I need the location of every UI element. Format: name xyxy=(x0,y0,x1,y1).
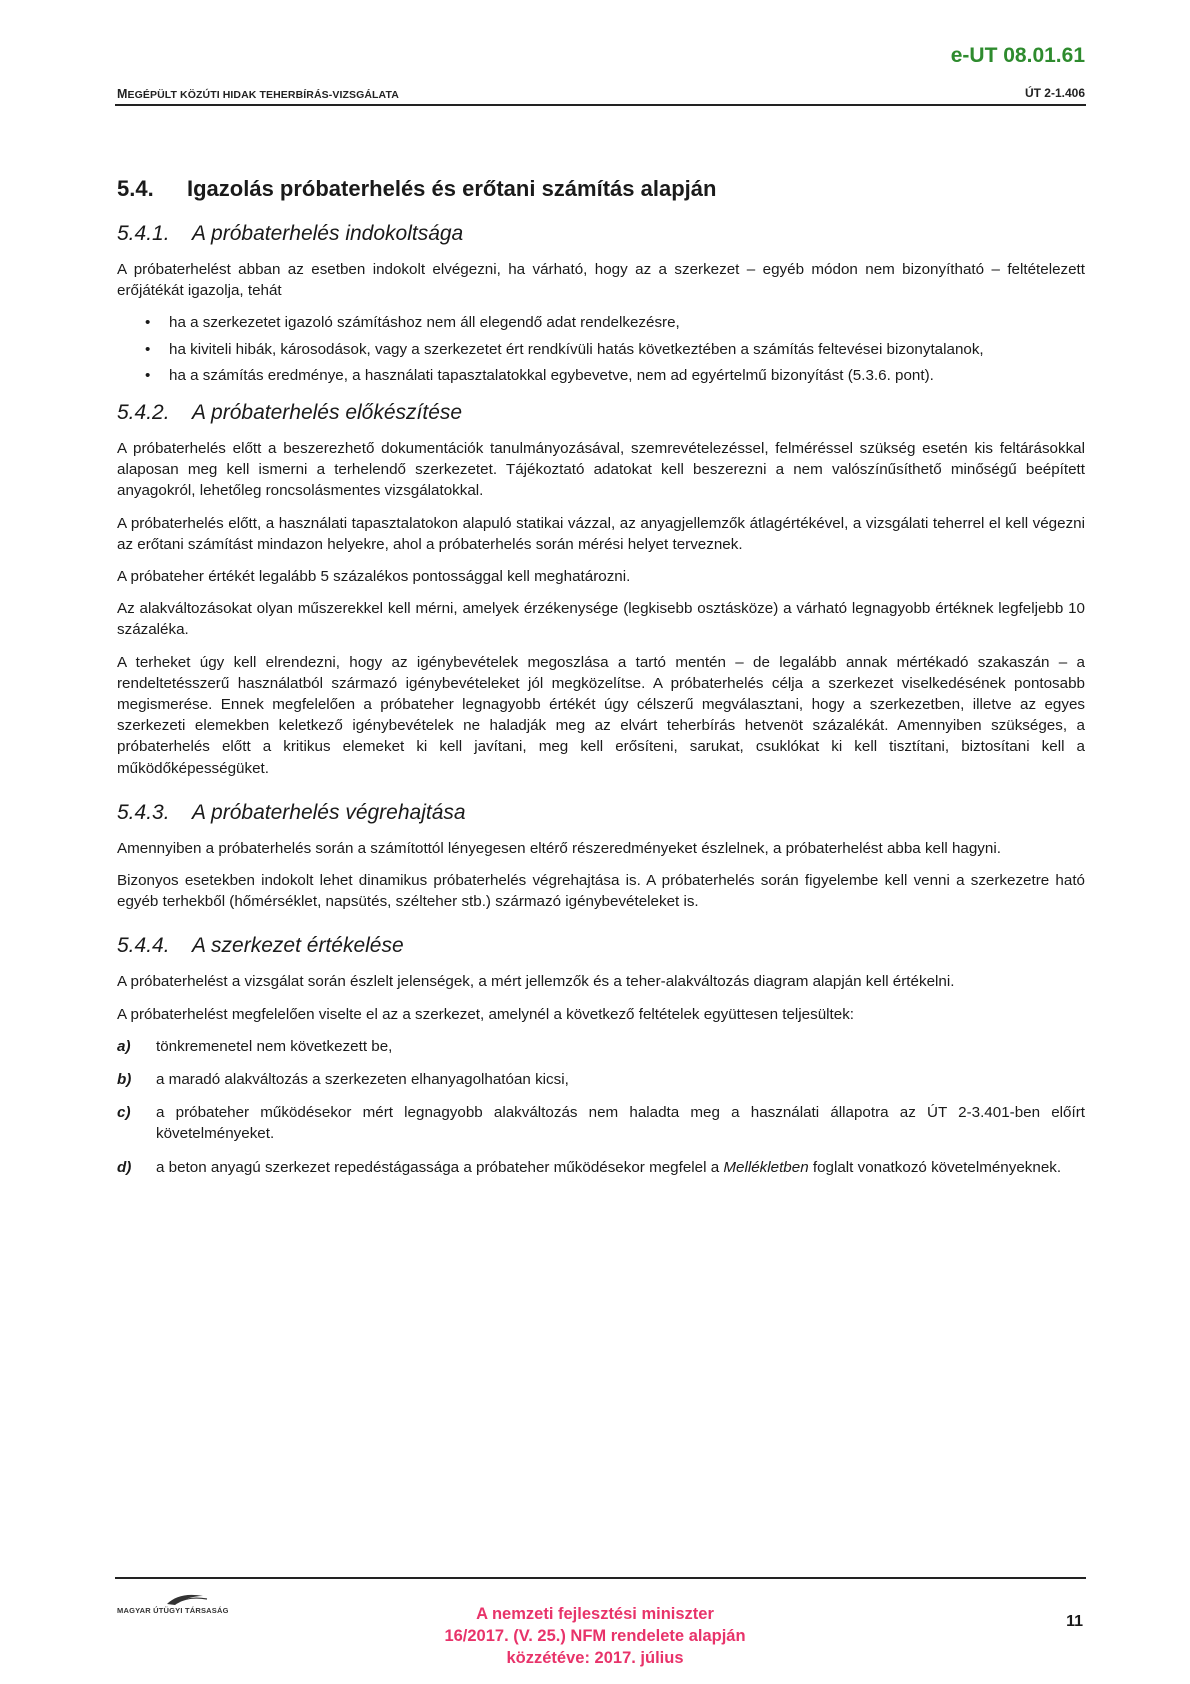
lettered-list xyxy=(117,1036,1085,1178)
paragraph: Amennyiben a próbaterhelés során a számítottól lényegesen eltérő részeredményeket észlelnek, a próbaterhelést abba kell hagyni. xyxy=(117,839,1001,857)
header-rule xyxy=(115,104,1086,106)
paragraph: A próbaterhelés előtt, a használati tapasztalatokon alapuló statikai vázzal, az anyagjellemzők átlagértékével, a vizsgálati teherrel el kell végezni az erőtani számítást mindazon helyekre, ahol a próbaterhelés során mérési helyet terveznek. xyxy=(117,514,1085,553)
list-item: • ha kiviteli hibák, károsodások, vagy a szerkezetet ért rendkívüli hatás következtében a számítás feltevései bizonytalanok, xyxy=(117,339,1085,360)
subsection-heading-542: 5.4.2. A próbaterhelés előkészítése xyxy=(117,401,463,425)
subsection-heading-544: 5.4.4. A szerkezet értékelése xyxy=(117,934,404,958)
bullet-icon: • xyxy=(145,366,151,384)
section-heading: 5.4. Igazolás próbaterhelés és erőtani számítás alapján xyxy=(117,176,717,201)
bullet-icon: • xyxy=(145,340,151,358)
paragraph: A próbaterhelést a vizsgálat során észlelt jelenségek, a mért jellemzők és a teher-alakváltozás diagram alapján kell értékelni. xyxy=(117,973,955,991)
paragraph: A próbaterhelést megfelelően viselte el az a szerkezet, amelynél a következő feltételek együttesen teljesültek: xyxy=(117,1005,855,1023)
subsection-heading-541: 5.4.1. A próbaterhelés indokoltsága xyxy=(117,222,464,245)
list-item: a) tönkremenetel nem következett be, xyxy=(117,1037,393,1055)
paragraph: Az alakváltozásokat olyan műszerekkel kell mérni, amelyek érzékenysége (legkisebb osztásköze) a várható legnagyobb értéknek legfeljebb 10 százaléka. xyxy=(117,600,1085,639)
page-content xyxy=(117,176,1085,1190)
running-header-title: MEGÉPÜLT KÖZÚTI HIDAK TEHERBÍRÁS-VIZSGÁLATA xyxy=(117,87,399,101)
page-number: 11 xyxy=(1066,1613,1083,1630)
bullet-list xyxy=(117,312,1085,386)
paragraph: A próbaterhelés előtt a beszerezhető dokumentációk tanulmányozásával, szemrevételezéssel, felméréssel szükség esetén kis feltárásokkal alaposan meg kell ismerni a terhelendő szerkezetet. Tájékoztató adatokat kell beszerezni a nem valószínűsíthető minőségű beépített anyagokról, lehetőleg roncsolásmentes vizsgálatokkal. xyxy=(117,440,1085,500)
paragraph: A terheket úgy kell elrendezni, hogy az igénybevételek megoszlása a tartó mentén – de legalább annak mértékadó szakaszán – a rendeltetésszerű használatból származó igénybevételeket jól megközelítse. A próbaterhelés célja a szerkezet viselkedésének pontosabb megismerése. Ennek megfelelően a próbateher legnagyobb értékét úgy célszerű megválasztani, hogy a szerkezetben, illetve az egyes szerkezeti elemekben keletkező igénybevételek ne haladják meg az elvárt teherbírás hetvenöt százalékát. Amennyiben szükséges, a próbaterhelés előtt a kritikus elemeket ki kell javítani, meg kell erősíteni, sarukat, csuklókat ki kell tisztítani, biztosítani kell a működőképességüket. xyxy=(117,653,1085,777)
document-id: ÚT 2-1.406 xyxy=(1024,86,1085,100)
paragraph: A próbateher értékét legalább 5 százalékos pontossággal kell meghatározni. xyxy=(117,568,631,586)
publication-note: A nemzeti fejlesztési miniszter 16/2017. (V. 25.) NFM rendelete alapján közzétéve: 2017. július xyxy=(444,1605,746,1667)
list-item: d) a beton anyagú szerkezet repedéstágassága a próbateher működésekor megfelel a Mellékletben foglalt vonatkozó követelményeknek. xyxy=(117,1158,1062,1176)
paragraph: A próbaterhelést abban az esetben indokolt elvégezni, ha várható, hogy az a szerkezet – egyéb módon nem bizonyítható – feltételezett erőjátékát igazolja, tehát xyxy=(117,261,1085,300)
subsection-heading-543: 5.4.3. A próbaterhelés végrehajtása xyxy=(117,800,466,824)
list-item: c) a próbateher működésekor mért legnagyobb alakváltozás nem haladta meg a használati állapotra az ÚT 2-3.401-ben előírt követelményeket. xyxy=(117,1104,1085,1143)
bullet-icon: • xyxy=(145,314,151,332)
footer-rule xyxy=(115,1577,1086,1579)
list-item: • ha a számítás eredménye, a használati tapasztalatokkal egybevetve, nem ad egyértelmű bizonyítást (5.3.6. pont). xyxy=(117,365,1085,386)
logo-text: MAGYAR ÚTÜGYI TÁRSASÁG xyxy=(117,1606,229,1615)
document-code: e-UT 08.01.61 xyxy=(950,44,1085,67)
list-item: b) a maradó alakváltozás a szerkezeten elhanyagolhatóan kicsi, xyxy=(117,1071,569,1089)
list-item: • ha a szerkezetet igazoló számításhoz nem áll elegendő adat rendelkezésre, xyxy=(117,312,1085,333)
paragraph: Bizonyos esetekben indokolt lehet dinamikus próbaterhelés végrehajtása is. A próbaterhelés során figyelembe kell venni a szerkezetre ható egyéb terhekből (hőmérséklet, napsütés, szélteher stb.) származó igénybevételeket is. xyxy=(117,872,1085,911)
